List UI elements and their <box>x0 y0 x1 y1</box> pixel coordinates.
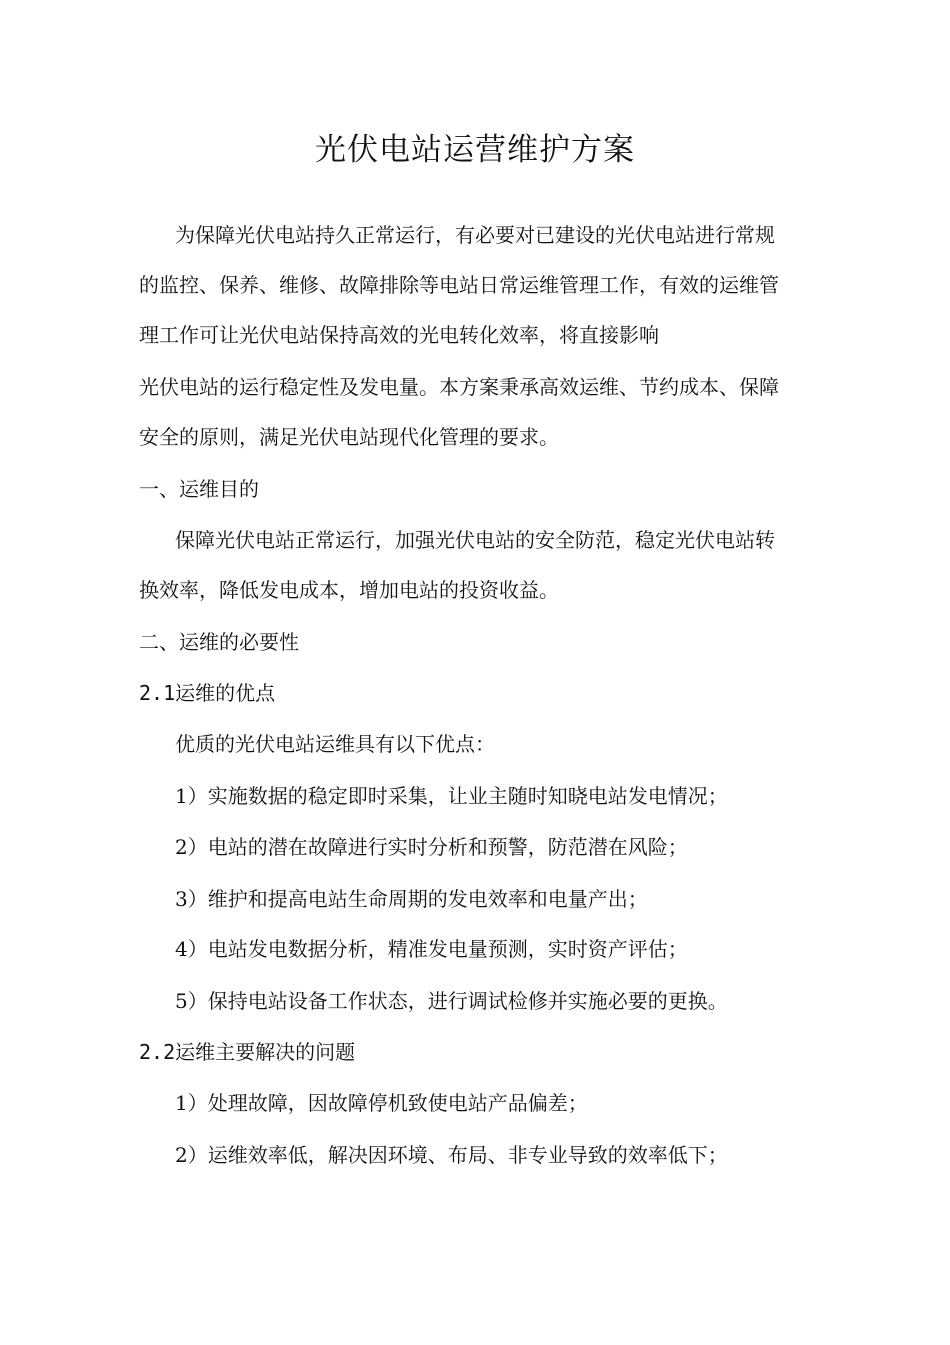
list-item: 5）保持电站设备工作状态，进行调试检修并实施必要的更换。 <box>175 989 728 1013</box>
document-title: 光伏电站运营维护方案 <box>315 132 635 168</box>
subsection-lead: 优质的光伏电站运维具有以下优点： <box>175 732 495 756</box>
subsection-number: 2.2 <box>139 1040 176 1064</box>
intro-line: 安全的原则，满足光伏电站现代化管理的要求。 <box>139 425 559 449</box>
subsection-number: 2.1 <box>139 681 176 705</box>
list-item: 1）实施数据的稳定即时采集，让业主随时知晓电站发电情况； <box>175 784 728 808</box>
list-item: 3）维护和提高电站生命周期的发电效率和电量产出； <box>175 887 648 911</box>
intro-line: 为保障光伏电站持久正常运行，有必要对已建设的光伏电站进行常规 <box>175 223 775 247</box>
intro-line: 的监控、保养、维修、故障排除等电站日常运维管理工作，有效的运维管 <box>139 273 779 297</box>
section-body-line: 换效率，降低发电成本，增加电站的投资收益。 <box>139 578 559 602</box>
subsection-heading <box>139 1038 355 1066</box>
section-heading: 一、运维目的 <box>139 477 259 501</box>
section-body-line: 保障光伏电站正常运行，加强光伏电站的安全防范，稳定光伏电站转 <box>175 528 775 552</box>
subsection-heading <box>139 679 275 707</box>
list-item: 1）处理故障，因故障停机致使电站产品偏差； <box>175 1091 588 1115</box>
list-item: 4）电站发电数据分析，精准发电量预测，实时资产评估； <box>175 937 688 961</box>
subsection-title: 运维主要解决的问题 <box>175 1040 356 1064</box>
list-item: 2）电站的潜在故障进行实时分析和预警，防范潜在风险； <box>175 835 688 859</box>
intro-line: 光伏电站的运行稳定性及发电量。本方案秉承高效运维、节约成本、保障 <box>139 375 779 399</box>
intro-line: 理工作可让光伏电站保持高效的光电转化效率，将直接影响 <box>139 323 659 347</box>
subsection-title: 运维的优点 <box>175 681 276 705</box>
section-heading: 二、运维的必要性 <box>139 630 299 654</box>
list-item: 2）运维效率低，解决因环境、布局、非专业导致的效率低下； <box>175 1143 728 1167</box>
